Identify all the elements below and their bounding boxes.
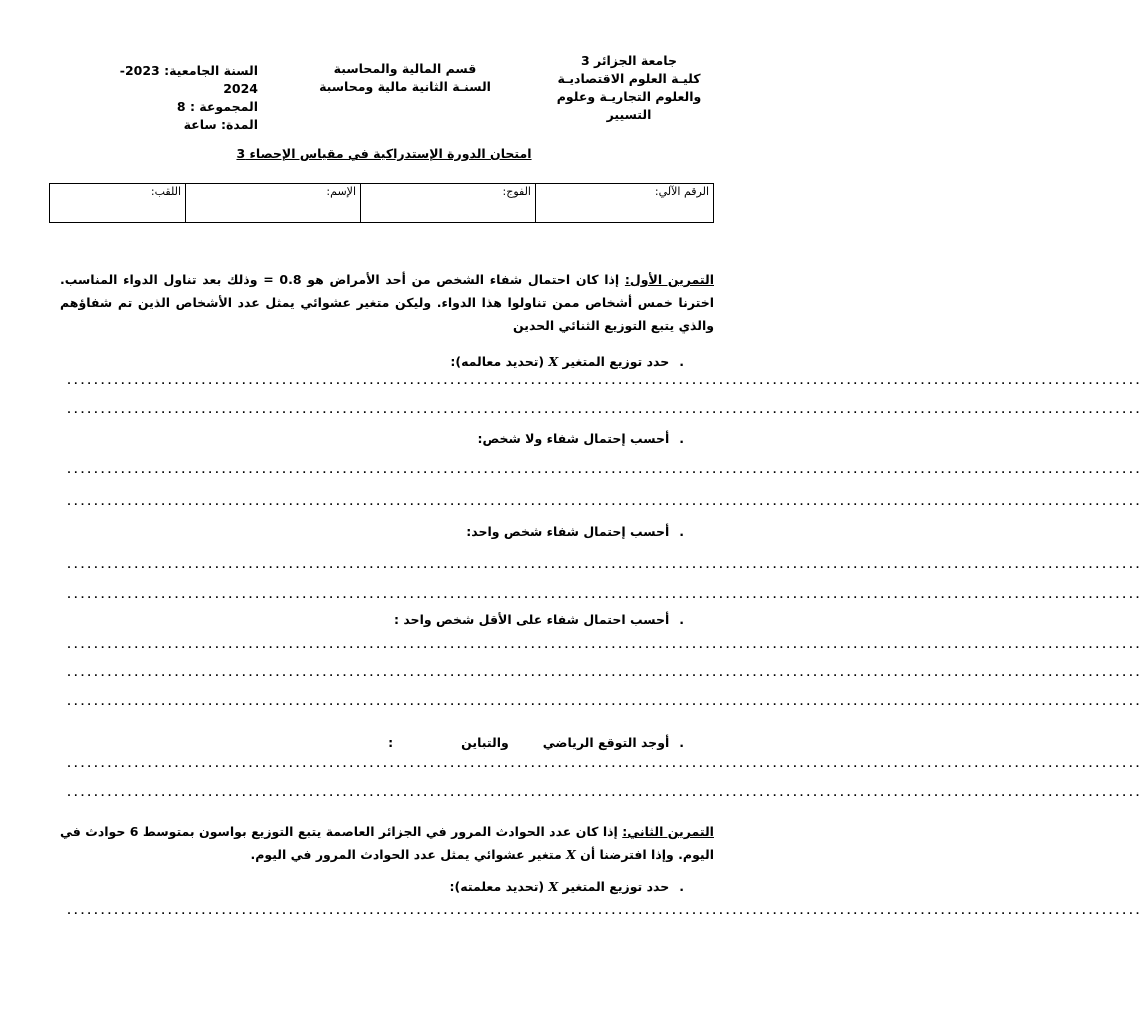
academic-year: السنة الجامعية: 2023-2024 (119, 63, 258, 96)
exercise-1-question-4: .أحسب احتمال شفاء على الأقل شخص واحد : (393, 612, 684, 627)
university-block (544, 52, 714, 124)
answer-line[interactable]: ................................................................................................................................................................ (66, 697, 1141, 708)
registration-number-field[interactable] (536, 184, 714, 223)
exercise-2-statement: التمرين الثاني: إذا كان عدد الحوادث المرور في الجزائر العاصمة يتبع التوزيع بواسون بمتوسط 6 حوادث في اليوم. وإذا افترضنا أن X متغير عشوائي يمثل عدد الحوادث المرور في اليوم. (60, 824, 714, 862)
exercise-2-heading: التمرين الثاني: (622, 824, 714, 839)
group-label: الفوج: (502, 185, 531, 198)
answer-line[interactable]: ................................................................................................................................................................ (66, 788, 1141, 799)
answer-line[interactable]: ................................................................................................................................................................ (66, 376, 1141, 387)
answer-line[interactable]: ................................................................................................................................................................ (66, 759, 1141, 770)
exercise-1-heading: التمرين الأول: (624, 272, 714, 287)
exercise-1-question-3: .أحسب إحتمال شفاء شخص واحد: (466, 524, 684, 539)
answer-line[interactable]: ................................................................................................................................................................ (66, 640, 1141, 651)
exam-meta-block (88, 62, 258, 134)
exercise-1-question-1: .حدد توزيع المتغير X (تحديد معالمه): (450, 354, 684, 369)
exam-duration: المدة: ساعة (183, 117, 258, 132)
answer-line[interactable]: ................................................................................................................................................................ (66, 465, 1141, 476)
department-line-1: قسم المالية والمحاسبة (333, 61, 477, 76)
answer-line[interactable]: ................................................................................................................................................................ (66, 668, 1141, 679)
university-line-3: والعلوم التجاريـة وعلوم (556, 89, 702, 104)
department-block (300, 60, 510, 96)
university-line-4: التسيير (606, 107, 652, 122)
answer-line[interactable]: ................................................................................................................................................................ (66, 405, 1141, 416)
group-field[interactable] (361, 184, 536, 223)
exercise-1-question-2: .أحسب إحتمال شفاء ولا شخص: (477, 431, 684, 446)
answer-line[interactable]: ................................................................................................................................................................ (66, 590, 1141, 601)
answer-line[interactable]: ................................................................................................................................................................ (66, 560, 1141, 571)
exercise-1-text: إذا كان احتمال شفاء الشخص من أحد الأمراض هو 0.8 = وذلك بعد تناول الدواء المناسب. اخترنا خمس أشخاص ممن تناولوا هذا الدواء. وليكن متغير عشوائي يمثل عدد الأشخاص الذين تم شفاؤهم والذي يتبع التوزيع الثنائي الحدين (60, 272, 714, 333)
lastname-field[interactable] (50, 184, 186, 223)
exercise-2-question-1: .حدد توزيع المتغير X (تحديد معلمته): (449, 879, 684, 894)
university-line-2: كليـة العلوم الاقتصاديـة (557, 71, 701, 86)
university-line-1: جامعة الجزائر 3 (580, 53, 677, 68)
firstname-field[interactable] (186, 184, 361, 223)
registration-number-label: الرقم الآلي: (654, 185, 709, 198)
exercise-1-statement (60, 268, 714, 337)
bullet-mark: . (679, 354, 684, 369)
answer-line[interactable]: ................................................................................................................................................................ (66, 497, 1141, 508)
student-info-table (49, 183, 714, 223)
exercise-1-question-5: .أوجد التوقع الرياضيوالتباين: (388, 735, 684, 750)
answer-line[interactable]: ................................................................................................................................................................ (66, 906, 1141, 917)
exam-title: امتحان الدورة الإستدراكية في مقياس الإحصاء 3 (236, 146, 532, 161)
lastname-label: اللقب: (150, 185, 181, 198)
group-number: المجموعة : 8 (176, 99, 258, 114)
firstname-label: الإسم: (326, 185, 356, 198)
department-line-2: السنـة الثانية مالية ومحاسبة (319, 79, 491, 94)
